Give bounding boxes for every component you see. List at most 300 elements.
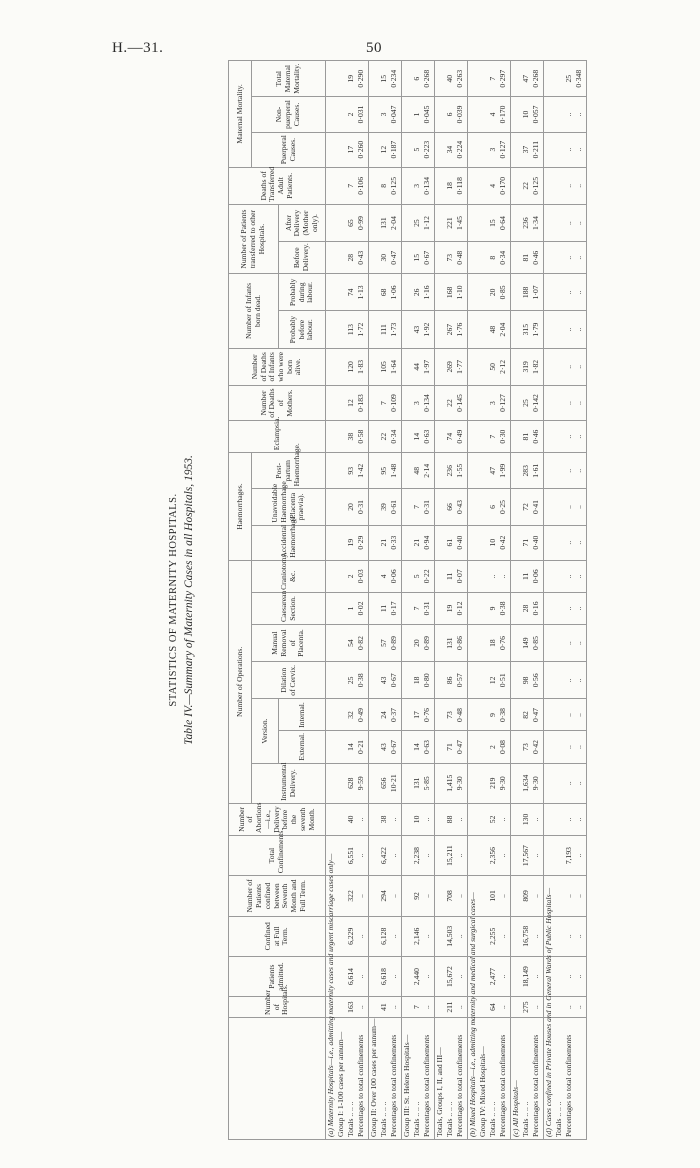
cell-value: 6,422 (379, 847, 388, 865)
cell-value (327, 563, 337, 590)
cell-value: 1·12 (422, 216, 431, 231)
cell-value: 2,440 (412, 968, 421, 986)
table-cell (511, 560, 544, 592)
cell-value: 1·13 (356, 285, 365, 300)
cell-value: 0·48 (455, 708, 464, 722)
table-cell (468, 453, 511, 489)
cell-value: 2,477 (488, 968, 497, 986)
cell-value (545, 314, 555, 346)
cell-value (327, 170, 337, 202)
cell-value: .. (564, 255, 573, 260)
cell-value: 7 (346, 183, 355, 188)
cell-value: .. (389, 1005, 398, 1010)
cell-value: .. (389, 894, 398, 898)
cell-value: .. (531, 934, 540, 939)
table-cell (544, 242, 587, 274)
table-cell (544, 662, 587, 699)
col-transferred-before-delivery: Before Delivery. (279, 242, 326, 274)
cell-value: .. (455, 934, 464, 939)
cell-value: .. (564, 147, 573, 152)
cell-value: .. (574, 574, 583, 579)
cell-value: 0·31 (422, 601, 431, 616)
table-cell (511, 61, 544, 97)
cell-value: 61 (445, 538, 454, 547)
cell-value: 14 (412, 432, 421, 441)
table-cell (544, 592, 587, 624)
cell-value: 188 (521, 286, 530, 299)
cell-value: 130 (521, 813, 530, 826)
table-cell (468, 97, 511, 132)
cell-value: 22 (379, 432, 388, 441)
table-cell (435, 242, 468, 274)
table-cell (468, 662, 511, 699)
cell-value: 12 (379, 145, 388, 154)
col-accidental-haemorrhage: Accidental Haemorrhage. (252, 525, 326, 560)
table-titles (166, 60, 222, 1140)
table-cell (369, 348, 402, 385)
report-reference: H.—31. (112, 40, 164, 56)
cell-value: 0·42 (498, 535, 507, 550)
cell-value (545, 99, 555, 129)
col-deaths-infants: Number of Deaths of Infants who were born alive. (229, 348, 326, 385)
table-cell (435, 699, 468, 731)
cell-value: 0·58 (356, 429, 365, 444)
cell-value: 95 (379, 467, 388, 475)
cell-value: 20 (412, 639, 421, 647)
cell-value: 1·73 (389, 322, 398, 337)
cell-value: 236 (521, 217, 530, 229)
table-cell (511, 835, 544, 875)
table-cell (511, 662, 544, 699)
cell-value: 9·30 (531, 776, 540, 791)
col-confined-full-term: Confined at Full Term. (229, 916, 326, 956)
cell-value (327, 627, 337, 659)
cell-value: 11 (379, 604, 388, 613)
cell-value (469, 701, 479, 728)
table-cell (402, 835, 435, 875)
cell-value: 12 (488, 676, 497, 685)
cell-value (469, 766, 479, 801)
table-header (229, 61, 326, 1140)
cell-value: 0·109 (389, 394, 398, 412)
cell-value: 44 (412, 363, 421, 371)
cell-value: 0·25 (498, 500, 507, 514)
col-total-confinements: Total Confinements. (229, 835, 326, 875)
table-cell (468, 167, 511, 204)
cell-value: 0·125 (531, 176, 540, 195)
cell-value (545, 170, 555, 202)
cell-value: 1·77 (455, 359, 464, 374)
cell-value (469, 351, 479, 383)
table-cell (468, 699, 511, 731)
table-cell (511, 592, 544, 624)
cell-value: 20 (346, 503, 355, 511)
table-cell (544, 167, 587, 204)
table-cell (369, 274, 402, 311)
cell-value: 47 (521, 74, 530, 83)
table-cell (326, 385, 369, 420)
cell-value: 0·76 (498, 636, 507, 651)
cell-value: .. (356, 1005, 365, 1010)
table-cell (544, 699, 587, 731)
group-haemorrhages: Haemorrhages. (229, 453, 252, 561)
cell-value: 0·82 (356, 636, 365, 651)
cell-value: 1·64 (389, 359, 398, 374)
cell-value: .. (498, 817, 507, 822)
cell-value: 0·80 (422, 673, 431, 688)
cell-value: 0·170 (498, 105, 507, 124)
cell-value: .. (455, 1005, 464, 1010)
cell-value: 0·63 (422, 740, 431, 754)
cell-value: 0·06 (389, 569, 398, 584)
cell-value: 0·106 (356, 176, 365, 195)
cell-value: .. (422, 1005, 431, 1010)
cell-value: 3 (488, 147, 497, 152)
table-cell (435, 560, 468, 592)
cell-value: 6 (412, 76, 421, 81)
cell-value: 5 (412, 574, 421, 579)
cell-value: 0·67 (422, 250, 431, 265)
cell-value: 0·348 (574, 69, 583, 88)
table-cell (402, 97, 435, 132)
table-cell (402, 916, 435, 956)
cell-value: .. (574, 781, 583, 786)
cell-value (545, 806, 555, 833)
cell-value: 20 (488, 288, 497, 297)
cell-value: .. (574, 606, 583, 611)
table-cell (402, 421, 435, 453)
cell-value: 18 (488, 639, 497, 647)
cell-value: 24 (379, 711, 388, 719)
cell-value: 809 (521, 890, 530, 902)
cell-value: .. (356, 853, 365, 858)
cell-value: 0·31 (422, 500, 431, 514)
cell-value: .. (564, 817, 573, 822)
table-cell (435, 956, 468, 996)
cell-value (327, 423, 337, 450)
cell-value: .. (564, 894, 573, 898)
cell-value: .. (564, 327, 573, 332)
cell-value: .. (564, 934, 573, 939)
cell-value: 0·183 (356, 394, 365, 412)
cell-value: 43 (412, 325, 421, 334)
cell-value: 47 (488, 467, 497, 475)
row-label-line: Totals .. .. .. (445, 1101, 454, 1137)
cell-value (327, 135, 337, 165)
cell-value (545, 423, 555, 450)
cell-value: .. (574, 745, 583, 749)
cell-value: 0·30 (498, 429, 507, 444)
cell-value: 1·10 (455, 285, 464, 300)
table-cell (402, 453, 435, 489)
table-cell (511, 421, 544, 453)
table-cell (544, 835, 587, 875)
cell-value: .. (356, 894, 365, 898)
table-cell (468, 560, 511, 592)
cell-value: .. (498, 974, 507, 979)
table-cell (369, 956, 402, 996)
row-label (435, 1017, 468, 1139)
cell-value (327, 766, 337, 801)
cell-value (469, 563, 479, 590)
cell-value: 708 (445, 890, 454, 902)
col-dilation-cervix: Dilation of Cervix. (252, 662, 326, 699)
cell-value: .. (498, 894, 507, 898)
cell-value: 0·03 (356, 569, 365, 584)
table-cell (511, 385, 544, 420)
cell-value: .. (564, 221, 573, 225)
cell-value: 168 (445, 286, 454, 299)
table-cell (402, 699, 435, 731)
cell-value: .. (488, 574, 497, 579)
cell-value: 2,356 (488, 847, 497, 865)
table-cell (544, 311, 587, 348)
cell-value: 0·41 (531, 500, 540, 514)
cell-value: 0·67 (389, 673, 398, 688)
cell-value: .. (564, 401, 573, 405)
cell-value: 294 (379, 890, 388, 902)
cell-value: 15,211 (445, 845, 454, 866)
table-cell (402, 876, 435, 916)
cell-value: 10 (488, 538, 497, 547)
cell-value: 1,634 (521, 774, 530, 792)
cell-value: 1·61 (531, 463, 540, 478)
cell-value (327, 701, 337, 728)
cell-value (469, 63, 479, 94)
table-cell (511, 876, 544, 916)
cell-value: 18 (445, 182, 454, 190)
cell-value: 0·48 (455, 250, 464, 265)
cell-value: 0·290 (356, 69, 365, 88)
cell-value: .. (574, 290, 583, 295)
cell-value (545, 455, 555, 486)
table-cell (544, 731, 587, 763)
table-cell (369, 997, 402, 1018)
table-cell (435, 624, 468, 661)
table-cell (468, 311, 511, 348)
table-cell (468, 242, 511, 274)
cell-value: 236 (445, 465, 454, 477)
cell-value: .. (498, 853, 507, 858)
cell-value: .. (574, 468, 583, 473)
table-cell (402, 763, 435, 803)
table-row (511, 61, 544, 1140)
cell-value (545, 664, 555, 696)
cell-value: 52 (488, 815, 497, 824)
cell-value: 25 (412, 219, 421, 227)
cell-value: 1·83 (356, 359, 365, 374)
cell-value: 0·47 (531, 708, 540, 722)
table-title: STATISTICS OF MATERNITY HOSPITALS. (168, 493, 179, 707)
cell-value (545, 595, 555, 622)
cell-value: 28 (521, 604, 530, 613)
table-cell (468, 421, 511, 453)
table-cell (326, 731, 369, 763)
cell-value (469, 734, 479, 761)
row-label-line: (a) Maternity Hospitals—i.e., admitting maternity cases and urgent miscarriage cases only— (326, 853, 335, 1137)
cell-value: 0·127 (498, 394, 507, 412)
cell-value: 3 (412, 401, 421, 405)
cell-value (469, 135, 479, 165)
table-cell (435, 167, 468, 204)
cell-value: 1·97 (422, 359, 431, 374)
cell-value: 57 (379, 639, 388, 647)
cell-value: 73 (445, 711, 454, 719)
cell-value: .. (356, 817, 365, 822)
cell-value (469, 455, 479, 486)
table-cell (326, 421, 369, 453)
row-label-line: Percentages to total confinements (455, 1034, 464, 1137)
cell-value: 22 (521, 182, 530, 190)
cell-value (469, 244, 479, 271)
cell-value: 1·45 (455, 216, 464, 231)
cell-value: 10·21 (389, 774, 398, 793)
cell-value: 1·92 (422, 322, 431, 337)
cell-value: 0·134 (422, 176, 431, 195)
cell-value (545, 135, 555, 165)
table-cell (468, 385, 511, 420)
cell-value: 25 (564, 74, 573, 83)
table-cell (402, 662, 435, 699)
col-version-internal: Internal. (279, 699, 326, 731)
cell-value: 1·55 (455, 463, 464, 478)
col-post-partum-haemorrhage: Post-partum Haemorrhage. (252, 453, 326, 489)
cell-value: 9 (488, 713, 497, 717)
cell-value: 66 (445, 503, 454, 511)
table-cell (544, 525, 587, 560)
col-born-dead-before-labour: Probably before labour. (279, 311, 326, 348)
cell-value (469, 806, 479, 833)
cell-value (545, 838, 555, 873)
cell-value: .. (564, 1005, 573, 1010)
table-cell (511, 348, 544, 385)
table-cell (369, 61, 402, 97)
col-craniotomy: Craniotomy, &c. (252, 560, 326, 592)
cell-value: 15 (488, 219, 497, 227)
cell-value (545, 63, 555, 94)
row-label-line: Group III: St. Helens Hospitals— (402, 1034, 411, 1137)
cell-value: .. (389, 817, 398, 822)
cell-value: .. (574, 713, 583, 717)
cell-value: 3 (379, 112, 388, 117)
cell-value (545, 766, 555, 801)
cell-value: 322 (346, 890, 355, 902)
table-cell (511, 916, 544, 956)
cell-value (545, 207, 555, 239)
row-label-line: Totals .. .. .. (379, 1101, 388, 1137)
table-cell (544, 803, 587, 835)
table-cell (326, 274, 369, 311)
group-operations: Number of Operations. (229, 560, 252, 803)
cell-value: .. (389, 974, 398, 979)
table-cell (326, 525, 369, 560)
cell-value: 283 (521, 465, 530, 477)
cell-value: 38 (379, 815, 388, 824)
cell-value: 1·16 (422, 285, 431, 300)
cell-value: 48 (412, 467, 421, 475)
cell-value (469, 423, 479, 450)
row-label-line: Totals .. .. .. (346, 1101, 355, 1137)
cell-value: 18,149 (521, 966, 530, 988)
cell-value: 0·40 (455, 535, 464, 550)
table-cell (369, 876, 402, 916)
table-cell (468, 835, 511, 875)
cell-value: 113 (346, 324, 355, 336)
cell-value (327, 99, 337, 129)
cell-value: 21 (412, 538, 421, 547)
row-label-line: Totals .. .. .. (488, 1101, 497, 1137)
cell-value: .. (498, 934, 507, 939)
cell-value (327, 388, 337, 418)
cell-value: 275 (521, 1001, 530, 1013)
table-cell (544, 132, 587, 167)
group-maternal-mortality: Maternal Mortality. (229, 61, 252, 168)
table-cell (369, 97, 402, 132)
table-cell (435, 489, 468, 525)
cell-value: 15 (412, 253, 421, 262)
cell-value: 0·02 (356, 601, 365, 616)
cell-value (469, 664, 479, 696)
cell-value: 1 (346, 606, 355, 611)
cell-value: 0·039 (455, 105, 464, 124)
table-cell (511, 311, 544, 348)
cell-value: 0·43 (455, 500, 464, 514)
cell-value: 4 (379, 574, 388, 579)
cell-value: 40 (445, 74, 454, 83)
table-cell (326, 763, 369, 803)
table-cell (435, 525, 468, 560)
cell-value: 2·14 (422, 463, 431, 478)
row-label (369, 1017, 402, 1139)
table-cell (544, 97, 587, 132)
col-unavoidable-haemorrhage: Unavoidable Haemorrhage (Placenta praevia). (252, 489, 326, 525)
cell-value: 628 (346, 777, 355, 789)
table-cell (511, 525, 544, 560)
cell-value: 0·223 (422, 140, 431, 159)
cell-value: .. (574, 894, 583, 898)
cell-value: 0·22 (422, 569, 431, 584)
cell-value: 12 (346, 399, 355, 407)
cell-value (469, 528, 479, 558)
cell-value: .. (455, 974, 464, 979)
table-cell (544, 560, 587, 592)
row-label (511, 1017, 544, 1139)
table-cell (369, 592, 402, 624)
cell-value: .. (574, 641, 583, 645)
col-number-of-hospitals: Number of Hospitals. (229, 997, 326, 1018)
cell-value: .. (574, 434, 583, 439)
cell-value (327, 276, 337, 308)
cell-value: 81 (521, 432, 530, 441)
table-cell (435, 97, 468, 132)
cell-value: 1·72 (356, 322, 365, 337)
cell-value: 88 (445, 815, 454, 824)
table-cell (511, 803, 544, 835)
table-cell (326, 803, 369, 835)
table-cell (511, 624, 544, 661)
cell-value: 11 (445, 572, 454, 580)
cell-value (545, 276, 555, 308)
table-cell (468, 763, 511, 803)
table-subtitle: Table IV.—Summary of Maternity Cases in all Hospitals, 1953. (183, 455, 195, 745)
row-label-line: (c) All Hospitals— (511, 1080, 520, 1137)
cell-value: .. (455, 817, 464, 822)
cell-value (469, 627, 479, 659)
cell-value: .. (574, 221, 583, 225)
table-cell (326, 560, 369, 592)
table-cell (369, 835, 402, 875)
row-label-line: Percentages to total confinements (498, 1034, 507, 1137)
